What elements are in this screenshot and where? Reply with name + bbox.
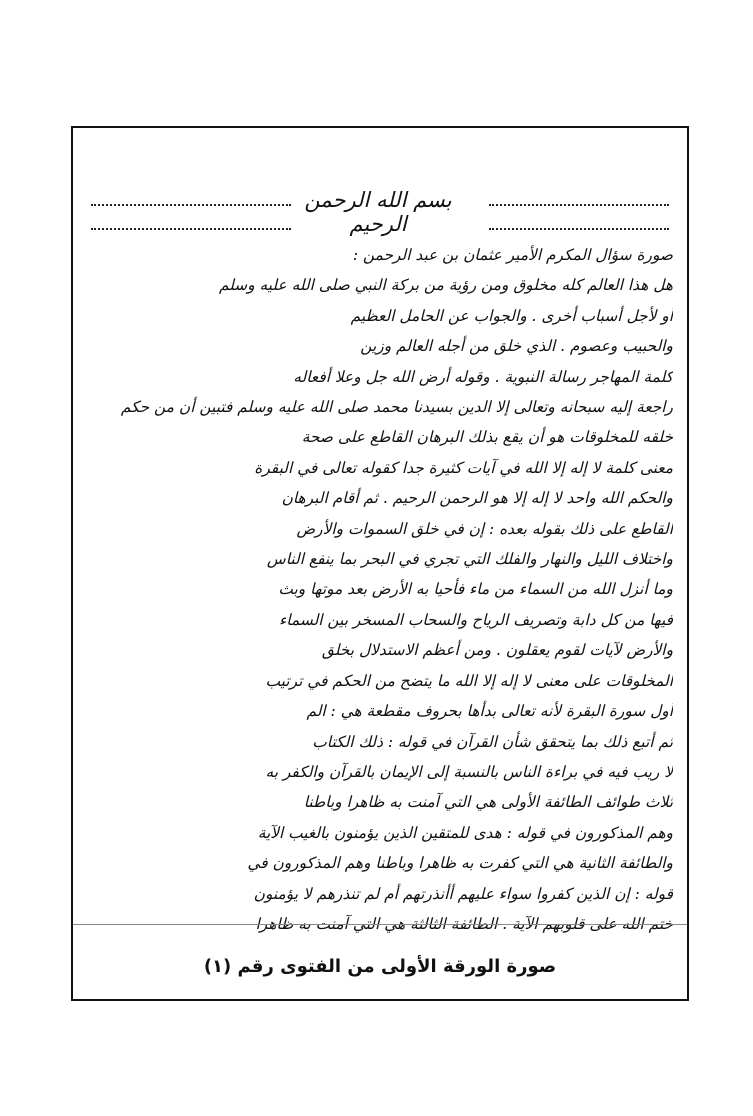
- text-line: واختلاف الليل والنهار والفلك التي تجري في البحر بما ينفع الناس: [266, 550, 673, 569]
- text-line: أول سورة البقرة لأنه تعالى بدأها بحروف مقطعة هي : الم: [306, 702, 673, 721]
- heading-row: [73, 184, 687, 244]
- text-line: وهم المذكورون في قوله : هدى للمتقين الذين يؤمنون بالغيب الآية: [257, 823, 673, 842]
- text-line: أو لأجل أسباب أخرى . والجواب عن الحامل العظيم: [350, 306, 673, 325]
- text-line: راجعة إليه سبحانه وتعالى إلا الدين بسيدنا محمد صلى الله عليه وسلم فتبين أن من حكم: [120, 398, 673, 417]
- text-line: معنى كلمة لا إله إلا الله في آيات كثيرة جدا كقوله تعالى في البقرة: [254, 458, 673, 477]
- text-line: المخلوقات على معنى لا إله إلا الله ما يتضح من الحكم في ترتيب: [265, 671, 673, 690]
- text-line: هل هذا العالم كله مخلوق ومن رؤية من بركة النبي صلى الله عليه وسلم: [218, 276, 673, 295]
- dotted-rule: [91, 228, 291, 230]
- text-line: لا ريب فيه في براءة الناس بالنسبة إلى الإيمان بالقرآن والكفر به: [265, 762, 673, 781]
- text-line: خلقه للمخلوقات هو أن يقع بذلك البرهان القاطع على صحة: [301, 428, 673, 447]
- text-line: صورة سؤال المكرم الأمير عثمان بن عبد الرحمن :: [352, 246, 673, 264]
- text-line: ثم أتبع ذلك بما يتحقق شأن القرآن في قوله : ذلك الكتاب: [312, 732, 673, 751]
- basmala-heading: بسم الله الرحمن الرحيم: [304, 188, 452, 236]
- dotted-rule: [489, 204, 669, 206]
- page-caption: صورة الورقة الأولى من الفتوى رقم (١): [203, 956, 557, 977]
- text-line: والأرض لآيات لقوم يعقلون . ومن أعظم الاستدلال بخلق: [321, 641, 673, 660]
- text-line: والحكم الله واحد لا إله إلا هو الرحمن الرحيم . ثم أقام البرهان: [281, 489, 673, 508]
- text-line: القاطع على ذلك بقوله بعده : إن في خلق السموات والأرض: [296, 519, 673, 538]
- handwritten-body: [87, 240, 673, 939]
- text-line: كلمة المهاجر رسالة النبوية . وقوله أرض الله جل وعلا أفعاله: [293, 367, 673, 386]
- document-frame: [71, 126, 689, 1001]
- text-line: والحبيب وعصوم . الذي خلق من أجله العالم وزين: [360, 337, 673, 356]
- text-line: والطائفة الثانية هي التي كفرت به ظاهرا وباطنا وهم المذكورون في: [247, 854, 673, 873]
- text-line: ثلاث طوائف الطائفة الأولى هي التي آمنت به ظاهرا وباطنا: [303, 793, 673, 812]
- text-line: فيها من كل دابة وتصريف الرياح والسحاب المسخر بين السماء: [279, 610, 673, 629]
- caption-divider: [73, 924, 687, 925]
- text-line: وما أنزل الله من السماء من ماء فأحيا به الأرض بعد موتها وبث: [278, 580, 673, 599]
- dotted-rule: [489, 228, 669, 230]
- text-line: قوله : إن الذين كفروا سواء عليهم أأنذرتهم أم لم تنذرهم لا يؤمنون: [253, 884, 673, 903]
- text-line: ختم الله على قلوبهم الآية . الطائفة الثالثة هي التي آمنت به ظاهرا: [255, 914, 673, 933]
- dotted-rule: [91, 204, 291, 206]
